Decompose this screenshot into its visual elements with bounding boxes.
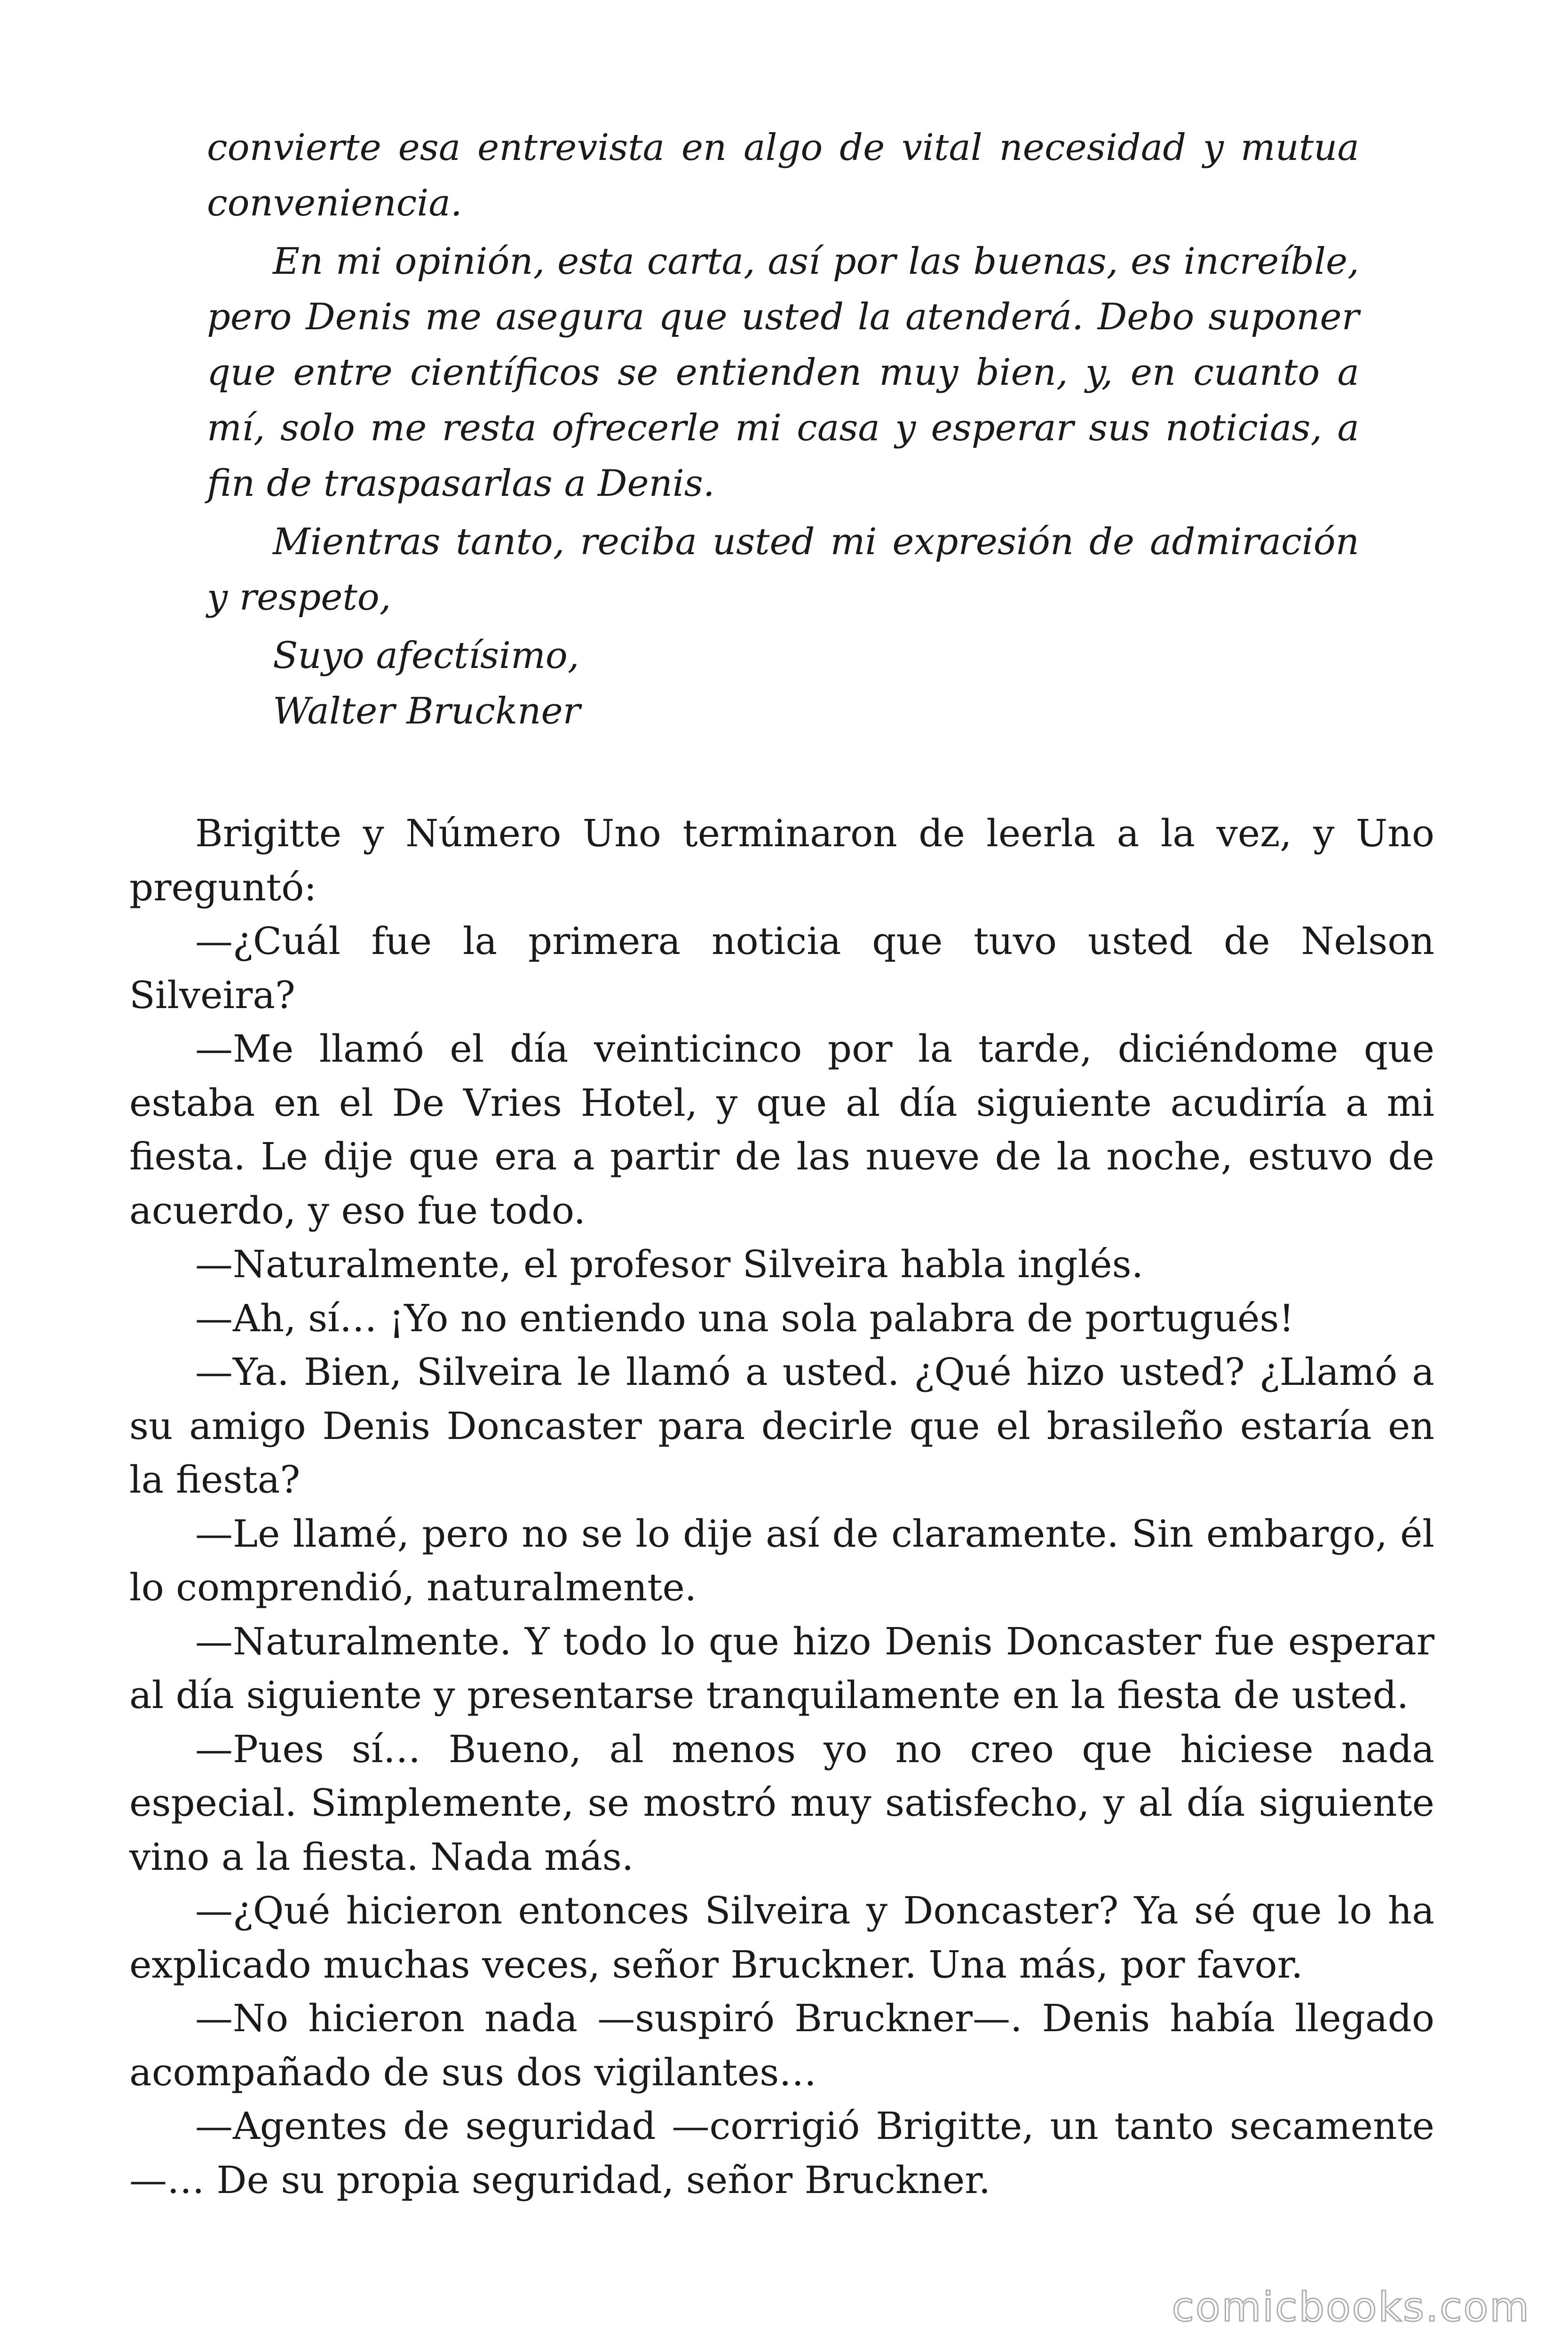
dialogue-paragraph: —Naturalmente. Y todo lo que hizo Denis Doncaster fue esperar al día siguiente y presentarse tranquilamente en la fiesta de usted. [129, 1619, 1434, 1717]
letter-paragraph: Mientras tanto, reciba usted mi expresión de admiración y respeto, [207, 521, 1359, 619]
site-watermark: comicbooks.com [1172, 2284, 1530, 2331]
dialogue-paragraph: —No hicieron nada —suspiró Bruckner—. Denis había llegado acompañado de sus dos vigilantes… [129, 1996, 1434, 2094]
dialogue-paragraph: —Pues sí… Bueno, al menos yo no creo que hiciese nada especial. Simplemente, se mostró muy satisfecho, y al día siguiente vino a la fiesta. Nada más. [129, 1727, 1434, 1879]
dialogue-paragraph: —¿Cuál fue la primera noticia que tuvo usted de Nelson Silveira? [129, 919, 1434, 1017]
dialogue-paragraph: —¿Qué hicieron entonces Silveira y Doncaster? Ya sé que lo ha explicado muchas veces, señor Bruckner. Una más, por favor. [129, 1889, 1434, 1986]
letter-signature: Walter Bruckner [273, 690, 580, 732]
dialogue-paragraph: —Le llamé, pero no se lo dije así de claramente. Sin embargo, él lo comprendió, naturalmente. [129, 1511, 1434, 1609]
letter-paragraph: convierte esa entrevista en algo de vital necesidad y mutua conveniencia. [207, 127, 1359, 224]
letter-paragraph: En mi opinión, esta carta, así por las buenas, es increíble, pero Denis me asegura que usted la atenderá. Debo suponer que entre científicos se entienden muy bien, y, en cuanto a mí, solo me resta ofrecerle mi casa y esperar sus noticias, a fin de traspasarlas a Denis. [207, 240, 1359, 505]
narrative-block [129, 807, 1434, 2207]
dialogue-paragraph: —Agentes de seguridad —corrigió Brigitte, un tanto secamente —… De su propia seguridad, señor Bruckner. [129, 2104, 1434, 2202]
dialogue-paragraph: —Me llamó el día veinticinco por la tarde, diciéndome que estaba en el De Vries Hotel, y que al día siguiente acudiría a mi fiesta. Le dije que era a partir de las nueve de la noche, estuvo de acuerdo, y eso fue todo. [129, 1027, 1434, 1232]
dialogue-paragraph: —Naturalmente, el profesor Silveira habla inglés. [195, 1242, 1144, 1286]
narrative-paragraph: Brigitte y Número Uno terminaron de leerla a la vez, y Uno preguntó: [129, 811, 1434, 909]
dialogue-paragraph: —Ah, sí… ¡Yo no entiendo una sola palabra de portugués! [195, 1296, 1294, 1340]
dialogue-paragraph: —Ya. Bien, Silveira le llamó a usted. ¿Qué hizo usted? ¿Llamó a su amigo Denis Doncaster para decirle que el brasileño estaría en la fiesta? [129, 1350, 1434, 1502]
letter-closing: Suyo afectísimo, [273, 635, 579, 677]
letter-block [207, 120, 1359, 739]
